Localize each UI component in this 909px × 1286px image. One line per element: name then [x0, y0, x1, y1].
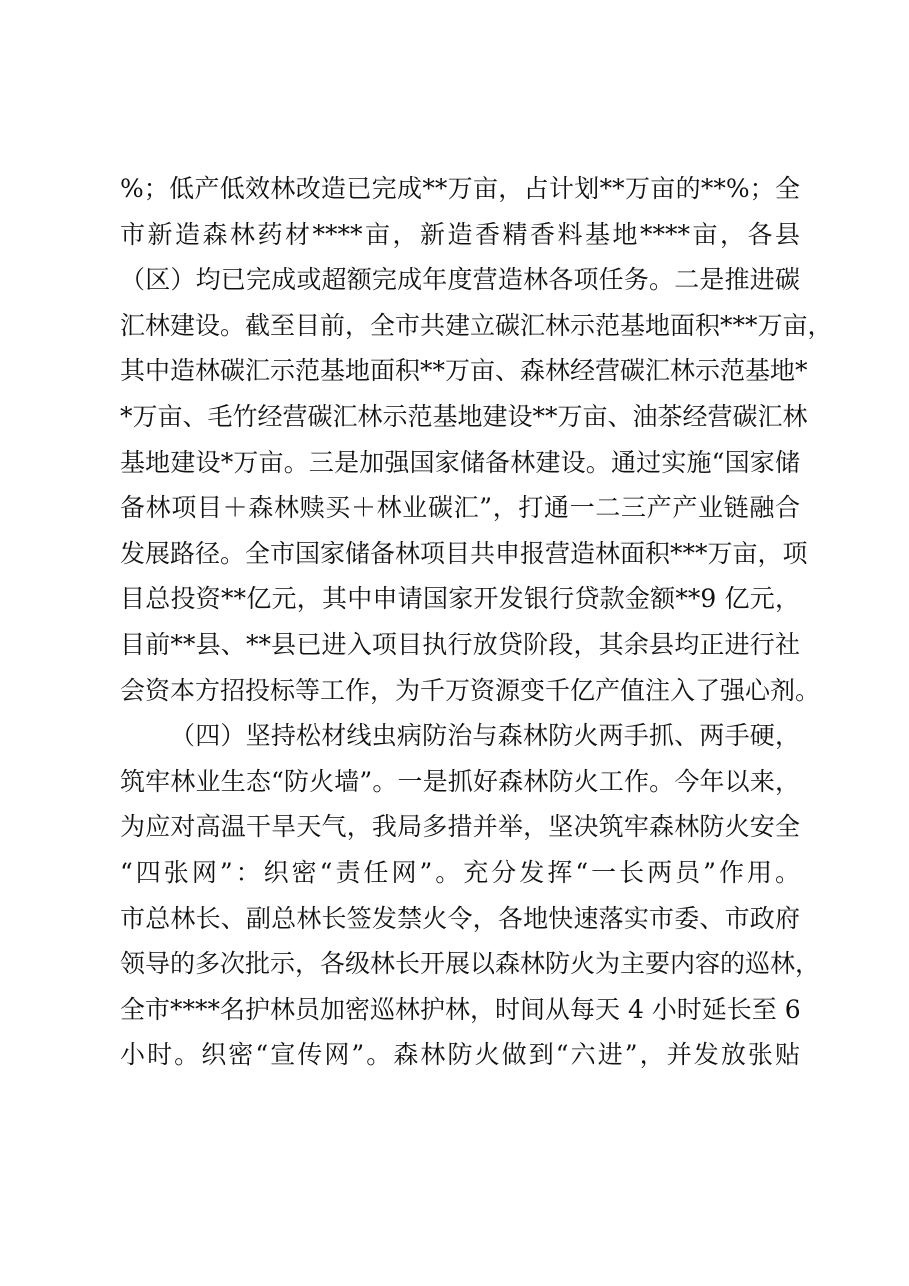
text-line: 市新造森林药材****亩，新造香精香料基地****亩，各县 [120, 219, 800, 249]
text-line: 备林项目＋森林赎买＋林业碳汇”，打通一二三产产业链融合 [120, 493, 800, 523]
text-line: 为应对高温干旱天气，我局多措并举，坚决筑牢森林防火安全 [120, 812, 800, 842]
text-line: 目前**县、**县已进入项目执行放贷阶段，其余县均正进行社 [120, 629, 800, 659]
text-line: （区）均已完成或超额完成年度营造林各项任务。二是推进碳 [120, 265, 800, 295]
text-line: 市总林长、副总林长签发禁火令，各地快速落实市委、市政府 [120, 903, 800, 933]
text-line: 发展路径。全市国家储备林项目共申报营造林面积***万亩，项 [120, 538, 808, 568]
text-line: 领导的多次批示，各级林长开展以森林防火为主要内容的巡林， [120, 949, 821, 979]
text-line: *万亩、毛竹经营碳汇林示范基地建设**万亩、油茶经营碳汇林 [120, 401, 808, 431]
text-line: 会资本方招投标等工作，为千万资源变千亿产值注入了强心剂。 [120, 675, 821, 705]
text-line: 汇林建设。截至目前，全市共建立碳汇林示范基地面积***万亩， [120, 310, 833, 340]
text-line: 目总投资**亿元，其中申请国家开发银行贷款金额**9 亿元， [120, 584, 800, 614]
body-text [120, 166, 833, 1078]
text-line: “四张网”：织密“责任网”。充分发挥“一长两员”作用。 [120, 857, 800, 887]
text-line: 筑牢林业生态“防火墙”。一是抓好森林防火工作。今年以来， [120, 766, 800, 796]
text-line: 全市****名护林员加密巡林护林，时间从每天 4 小时延长至 6 [120, 994, 801, 1024]
text-line: 小时。织密“宣传网”。森林防火做到“六进”，并发放张贴 [120, 1040, 800, 1070]
section-heading-line: （四）坚持松材线虫病防治与森林防火两手抓、两手硬， [170, 721, 800, 751]
text-line: 基地建设*万亩。三是加强国家储备林建设。通过实施“国家储 [120, 447, 800, 477]
text-line: 其中造林碳汇示范基地面积**万亩、森林经营碳汇林示范基地* [120, 356, 808, 386]
text-line: %；低产低效林改造已完成**万亩，占计划**万亩的**%；全 [120, 174, 800, 203]
